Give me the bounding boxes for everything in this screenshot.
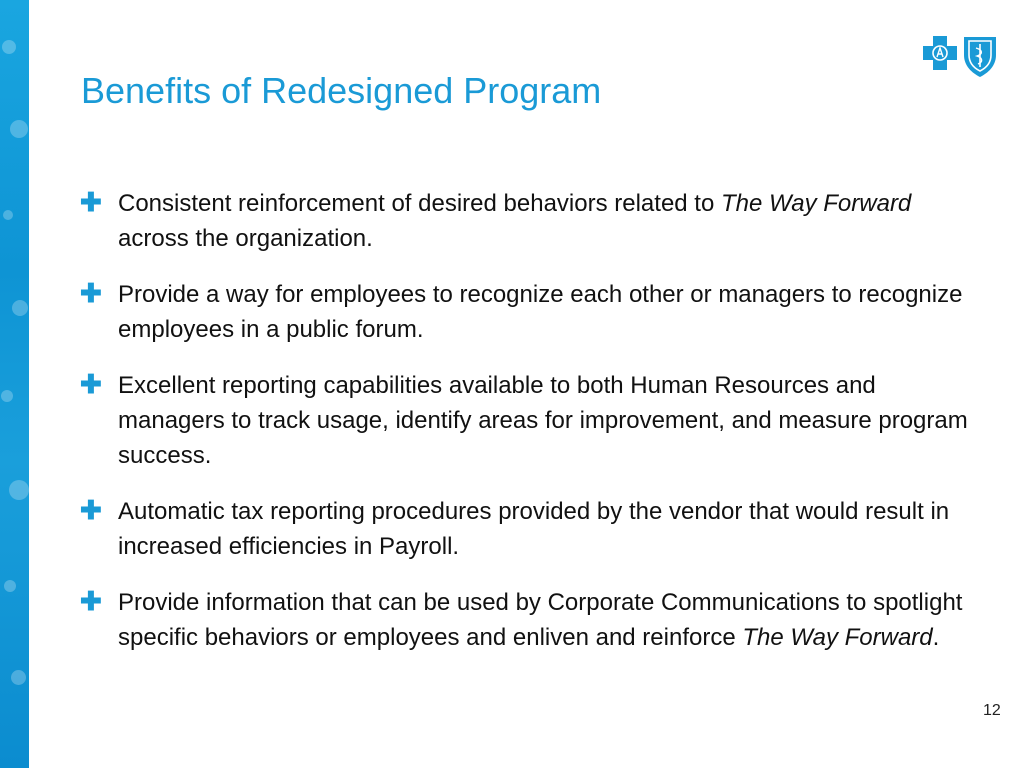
page-number: 12 [983,702,1001,719]
bullet-plus-icon: ✚ [80,369,102,399]
slide-title: Benefits of Redesigned Program [81,70,602,111]
bullet-item [80,368,970,473]
bullet-text: Excellent reporting capabilities available to both Human Resources and managers to track usage, identify areas for improvement, and measure program success. [118,372,968,469]
bullet-text: Automatic tax reporting procedures provided by the vendor that would result in increased efficiencies in Payroll. [118,498,950,560]
bullet-text: Provide information that can be used by Corporate Communications to spotlight specific behaviors or employees and enliven and reinforce The Way Forward. [118,589,963,651]
blue-cross-icon [923,36,957,70]
bullet-text: Consistent reinforcement of desired behaviors related to The Way Forward across the organization. [118,190,912,252]
bullet-text: Provide a way for employees to recognize each other or managers to recognize employees in a public forum. [118,281,963,343]
decorative-side-strip [0,0,29,768]
bullet-item [80,494,970,564]
bullet-item [80,277,970,347]
bullet-list [80,186,970,676]
bullet-item [80,186,970,256]
bullet-plus-icon: ✚ [80,586,102,616]
blue-shield-icon [964,37,996,77]
bullet-plus-icon: ✚ [80,187,102,217]
bullet-plus-icon: ✚ [80,495,102,525]
bullet-plus-icon: ✚ [80,278,102,308]
logo-group [920,33,1000,79]
bullet-item [80,585,970,655]
